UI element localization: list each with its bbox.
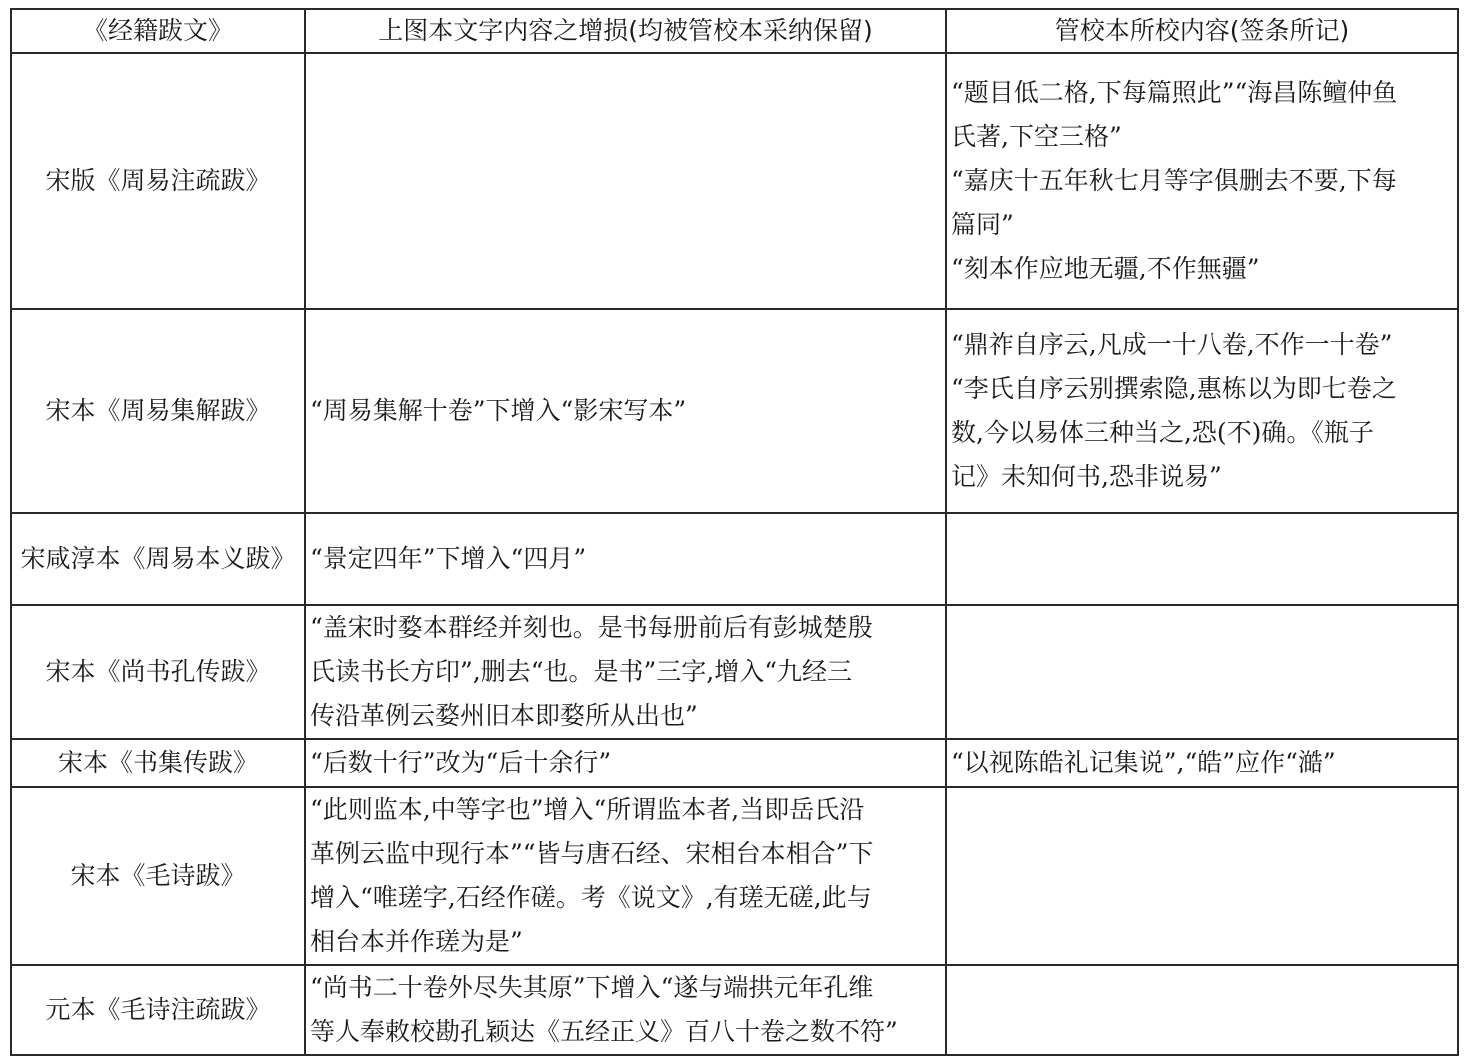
table-row: [11, 965, 1458, 1055]
row-change-cell: [305, 739, 946, 787]
row-collation-cell: [946, 605, 1458, 739]
row-collation-cell: [946, 513, 1458, 605]
document-page: [10, 8, 1459, 1056]
collation-line: 篇同”: [951, 210, 1014, 239]
change-line: “周易集解十卷”下增入“影宋写本”: [310, 396, 687, 425]
table-row: [11, 739, 1458, 787]
collation-line: “鼎祚自序云,凡成一十八卷,不作一十卷”: [951, 330, 1393, 359]
change-line: “尚书二十卷外尽失其原”下增入“遂与端拱元年孔维: [310, 973, 874, 1002]
change-line: 氏读书长方印”,删去“也。是书”三字,增入“九经三: [310, 657, 853, 686]
collation-table: [10, 8, 1459, 1056]
change-line: “后数十行”改为“后十余行”: [310, 748, 612, 777]
row-title-cell: 元本《毛诗注疏跋》: [11, 965, 305, 1055]
change-line: 传沿革例云婺州旧本即婺所从出也”: [310, 701, 698, 730]
collation-line: “以视陈皓礼记集说”,“皓”应作“澔”: [951, 748, 1336, 777]
collation-line: “李氏自序云别撰索隐,惠栋以为即七卷之: [951, 374, 1397, 403]
row-change-cell: [305, 787, 946, 965]
row-collation-cell: [946, 787, 1458, 965]
header-change: 上图本文字内容之增损(均被管校本采纳保留): [305, 9, 946, 53]
header-row: [11, 9, 1458, 53]
row-title-cell: 宋本《周易集解跋》: [11, 309, 305, 513]
collation-line: 记》未知何书,恐非说易”: [951, 462, 1222, 491]
row-title-cell: 宋本《书集传跋》: [11, 739, 305, 787]
change-line: 等人奉敕校勘孔颖达《五经正义》百八十卷之数不符”: [310, 1017, 898, 1046]
collation-line: “刻本作应地无疆,不作無疆”: [951, 254, 1260, 283]
change-line: “景定四年”下增入“四月”: [310, 544, 587, 573]
row-collation-cell: [946, 965, 1458, 1055]
change-line: “此则监本,中等字也”增入“所谓监本者,当即岳氏沿: [310, 795, 865, 824]
change-line: 革例云监中现行本”“皆与唐石经、宋相台本相合”下: [310, 839, 874, 868]
table-row: [11, 309, 1458, 513]
change-line: “盖宋时婺本群经并刻也。是书每册前后有彭城楚殷: [310, 613, 873, 642]
row-change-cell: [305, 965, 946, 1055]
row-change-cell: [305, 53, 946, 309]
table-row: [11, 787, 1458, 965]
collation-line: “题目低二格,下每篇照此”“海昌陈鳣仲鱼: [951, 78, 1398, 107]
collation-line: 氏著,下空三格”: [951, 122, 1122, 151]
header-title: 《经籍跋文》: [11, 9, 305, 53]
header-collation: 管校本所校内容(签条所记): [946, 9, 1458, 53]
table-body: [11, 53, 1458, 1055]
row-title-cell: 宋咸淳本《周易本义跋》: [11, 513, 305, 605]
collation-line: “嘉庆十五年秋七月等字俱删去不要,下每: [951, 166, 1397, 195]
row-collation-cell: [946, 739, 1458, 787]
table-row: [11, 605, 1458, 739]
row-collation-cell: [946, 309, 1458, 513]
table-row: [11, 513, 1458, 605]
row-change-cell: [305, 513, 946, 605]
row-change-cell: [305, 605, 946, 739]
row-title-cell: 宋本《尚书孔传跋》: [11, 605, 305, 739]
collation-line: 数,今以易体三种当之,恐(不)确。《瓶子: [951, 418, 1374, 447]
row-title-cell: 宋本《毛诗跋》: [11, 787, 305, 965]
table-row: [11, 53, 1458, 309]
change-line: 相台本并作瑳为是”: [310, 927, 523, 956]
row-change-cell: [305, 309, 946, 513]
row-title-cell: 宋版《周易注疏跋》: [11, 53, 305, 309]
row-collation-cell: [946, 53, 1458, 309]
change-line: 增入“唯瑳字,石经作磋。考《说文》,有瑳无磋,此与: [310, 883, 872, 912]
